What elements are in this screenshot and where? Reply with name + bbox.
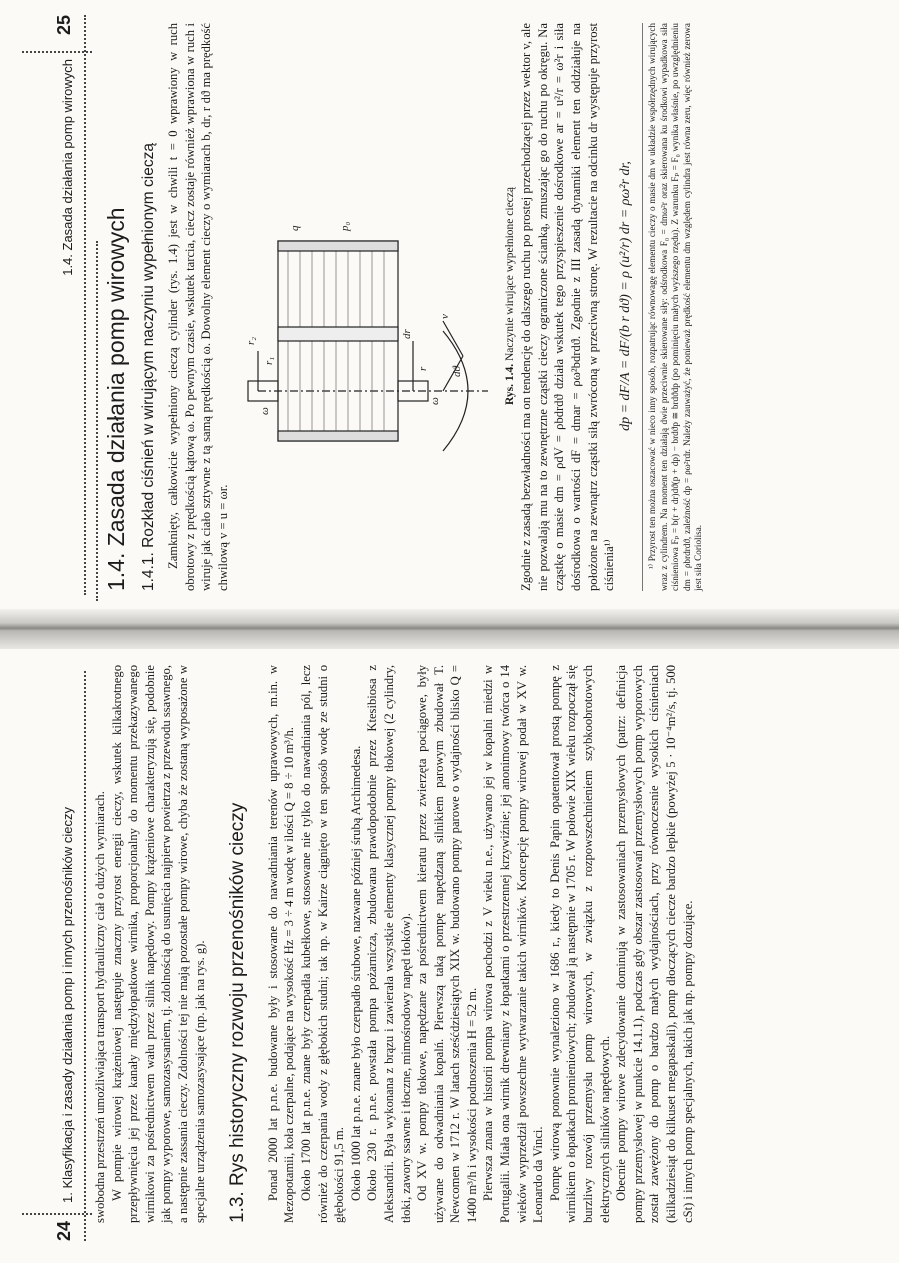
history-paragraph: Około 230 r. p.n.e. powstała pompa pożarnicza, zbudowana prawdopodobnie przez Ktesibiosa z Aleksandrii. Była wykonana z brązu i zawierała wszystkie elementy klasycznej pompy tłokowej (2 cylindry, tłoki, zawory ssawne i tłoczne, mimośrodowy napęd tłoków). bbox=[365, 665, 413, 1223]
intro-paragraph: W pompie wirowej krążeniowej następuje znaczny przyrost energii cieczy, wskutek kilkakrotnego przepływnięcia jej przez kanały międzyłopatkowe wirnika, proporcjonalny do momentu przekazywanego wirnikowi za pośrednictwem wału przez silnik napędowy. Pompy krążeniowe charakteryzują się, podobnie jak pompy wyporowe, samozasysaniem, tj. zdolnością do usunięcia najpierw powietrza z przewodu ssawnego, a następnie zassania cieczy. Zdolności tej nie mają pozostałe pompy wirowe, chyba że zostaną wyposażone w specjalne urządzenia samozasysające (np. jak na rys. g). bbox=[109, 665, 207, 1223]
body-paragraph: Zgodnie z zasadą bezwładności ma on tendencję do dalszego ruchu po prostej przechodzącej przez wektor v, ale nie pozwalają mu na to zewnętrzne cząstki cieczy ograniczone ścianką, zmuszając go do ruchu po okręgu. Na cząstkę o masie dm = ρdV = ρbdrdϑ działa wskutek tego przyspieszenie dośrodkowe ar = u²/r = ω²r i siła dośrodkowa o wartości dF = dmar = ρω²bdrdϑ. Zgodnie z III zasadą dynamiki element ten oddziałuje na położone na zewnątrz cząstki siłą zwróconą w przeciwną stronę. W rezultacie na odcinku dr występuje przyrost ciśnienia¹⁾ bbox=[519, 23, 617, 591]
left-running-head-text: 1. Klasyfikacja i zasady działania pomp i innych przenośników cieczy bbox=[60, 807, 75, 1203]
fig-label: q bbox=[288, 225, 301, 231]
caption-label: Rys. 1.4. bbox=[503, 363, 516, 406]
history-paragraph: Obecnie pompy wirowe zdecydowanie dominują w zastosowaniach przemysłowych (patrz: definicja pompy przemysłowej w punkcie 14.1.1), podczas gdy obszar zastosowań przemysłowych pomp wyporowych został zawężony do pomp o bardzo małych wydajnościach, przy równoczesnie wysokich ciśnieniach (kilkadziesiąt do kilkuset megapaskali), pomp dłoczących ciecze bardzo lepkie (powyżej 5 · 10⁻⁴m²/s, tj. 500 cSt) i innych pomp specjalnych, takich jak np. pompy dozujące. bbox=[614, 665, 695, 1223]
fig-label: r₂ bbox=[244, 336, 257, 345]
left-head-divider bbox=[22, 1213, 92, 1215]
right-column bbox=[96, 23, 704, 591]
fig-label: v bbox=[438, 314, 451, 319]
fig-label: dr bbox=[400, 329, 413, 339]
history-paragraph: Od XV w. pompy tłokowe, napędzane za pośrednictwem kieratu przez zwierzęta pociągowe, były używane do odwadniania kopalń. Pierwszą taką pompę napędzaną silnikiem parowym zbudował T. Newcomen w 1712 r. W latach sześćdziesiątych XIX w. budowano pompy parowe o wydajności blisko Q = 1400 m³/h i wysokości podnoszenia H = 52 m. bbox=[415, 665, 479, 1223]
right-page bbox=[0, 0, 899, 613]
rotating-vessel-diagram bbox=[238, 23, 498, 591]
left-running-head bbox=[52, 671, 86, 1241]
left-page bbox=[0, 648, 899, 1263]
history-paragraph: Około 1000 lat p.n.e. znane było czerpadło śrubowe, nazwane później śrubą Archimedesa. bbox=[348, 745, 363, 1201]
fig-label: r₁ bbox=[262, 356, 275, 365]
fig-label: r bbox=[416, 366, 429, 371]
history-paragraph: Około 1700 lat p.n.e. znane były czerpadła kubełkowe, stosowane nie tylko do nawadniania pól, lecz również do czerpania wody z głębokich studni; tak np. w Kairze ciągnięto w ten sposób wodę ze studni o głębokości 91,5 m. bbox=[298, 665, 347, 1223]
intro-paragraph: swobodna przestrzeń umożliwiająca transport hydrauliczny ciał o dużych wymiarach. bbox=[93, 791, 107, 1223]
fig-label: ω bbox=[428, 397, 441, 405]
left-column bbox=[92, 665, 696, 1223]
fig-label: dϑ bbox=[450, 366, 463, 377]
section-heading: 1.3. Rys historyczny rozwoju przenośników cieczy bbox=[227, 802, 249, 1223]
right-running-head-text: 1.4. Zasada działania pomp wirowych bbox=[60, 59, 75, 276]
history-paragraph: Pompę wirową ponownie wynaleziono w 1686 r., kiedy to Denis Papin opatentował prostą pompę z wirnikiem o łopatkach promieniowych; zbudował ją następnie w 1705 r. W połowie XIX wieku rozpoczął się burzliwy rozwój przemysłu pomp wirowych, w związku z rozpowszechnieniem szybkoobrotowych elektrycznych silników napędowych. bbox=[547, 665, 612, 1223]
chapter-rule bbox=[96, 241, 98, 601]
right-page-number: 25 bbox=[54, 15, 74, 36]
figure-caption bbox=[502, 23, 519, 591]
history-paragraph: Pierwsza znana w historii pompa wirowa pochodzi z V wieku n.e., używano jej w kopalni miedzi w Portugalii. Miała ona wirnik drewniany z łopatkami o przestrzennej krzywiźnie; jej anonimowy twórca o 14 wieków wyprzedził powszechne wytwarzanie takich wirników. Koncepcję pompy wirowej podał w XV w. Leonardo da Vinci. bbox=[481, 665, 546, 1223]
caption-text: Naczynie wirujące wypełnione cieczą bbox=[503, 187, 516, 361]
pressure-formula: dp = dF/A = dF/(b r dϑ) = ρ (u²/r) dr = ρω²r dr, bbox=[617, 161, 633, 431]
footnote bbox=[642, 23, 704, 591]
subsection-heading: 1.4.1. Rozkład ciśnień w wirującym naczyniu wypełnionym cieczą bbox=[139, 143, 157, 591]
footnote-text: ¹⁾ Przyrost ten można oszacować w nieco inny sposób, rozpatrując równowagę elementu cieczy o masie dm w układzie współrzędnych wirujących wraz z cylindrem. Na moment ten działają dwie przeciwnie skierowane siły: odśrodkowa F₀ = dmω²r oraz skierowana ku środkowi wypadkowa siła ciśnieniowa Fₚ = b(r + dr)dϑ(p + dp) − brdϑp ≅ brdϑdp (po pominięciu małych wyższego rzędu). Z warunku Fₚ = F₀ wynika właśnie, po uwzględnieniu dm = ρbrdrdϑ, zależność dp = ρω²rdr. Należy zauważyć, że ponieważ prędkość elementu dm względem cylindra jest równa zeru, więc również zerowa jest siła Coriolisa. bbox=[647, 23, 703, 591]
fig-label: ω bbox=[258, 407, 271, 415]
chapter-heading: 1.4. Zasada działania pomp wirowych bbox=[103, 207, 129, 591]
figure-rotating-vessel bbox=[238, 23, 498, 591]
book-gutter bbox=[0, 609, 899, 649]
body-paragraph: Zamknięty, całkowicie wypełniony cieczą cylinder (rys. 1.4) jest w chwili t = 0 wprawiony w ruch obrotowy z prędkością kątową ω. Po pewnym czasie, wskutek tarcia, ciecz zostaje również wprawiona w ruch i wiruje jak ciało sztywne z tą samą prędkością ω. Dowolny element cieczy o wymiarach b, dr, r dϑ ma prędkość chwilową v = u = ωr. bbox=[166, 23, 230, 591]
left-page-number: 24 bbox=[54, 1220, 74, 1241]
right-running-head bbox=[52, 15, 86, 595]
fig-label: p₀ bbox=[338, 221, 351, 231]
history-paragraph: Ponad 2000 lat p.n.e. budowane były i stosowane do nawadniania terenów uprawowych, m.in. w Mezopotamii, koła czerpalne, podające na wysokość Hz = 3 ÷ 4 m wodę w ilości Q = 8 ÷ 10 m³/h. bbox=[265, 665, 297, 1223]
right-head-divider bbox=[22, 51, 92, 53]
